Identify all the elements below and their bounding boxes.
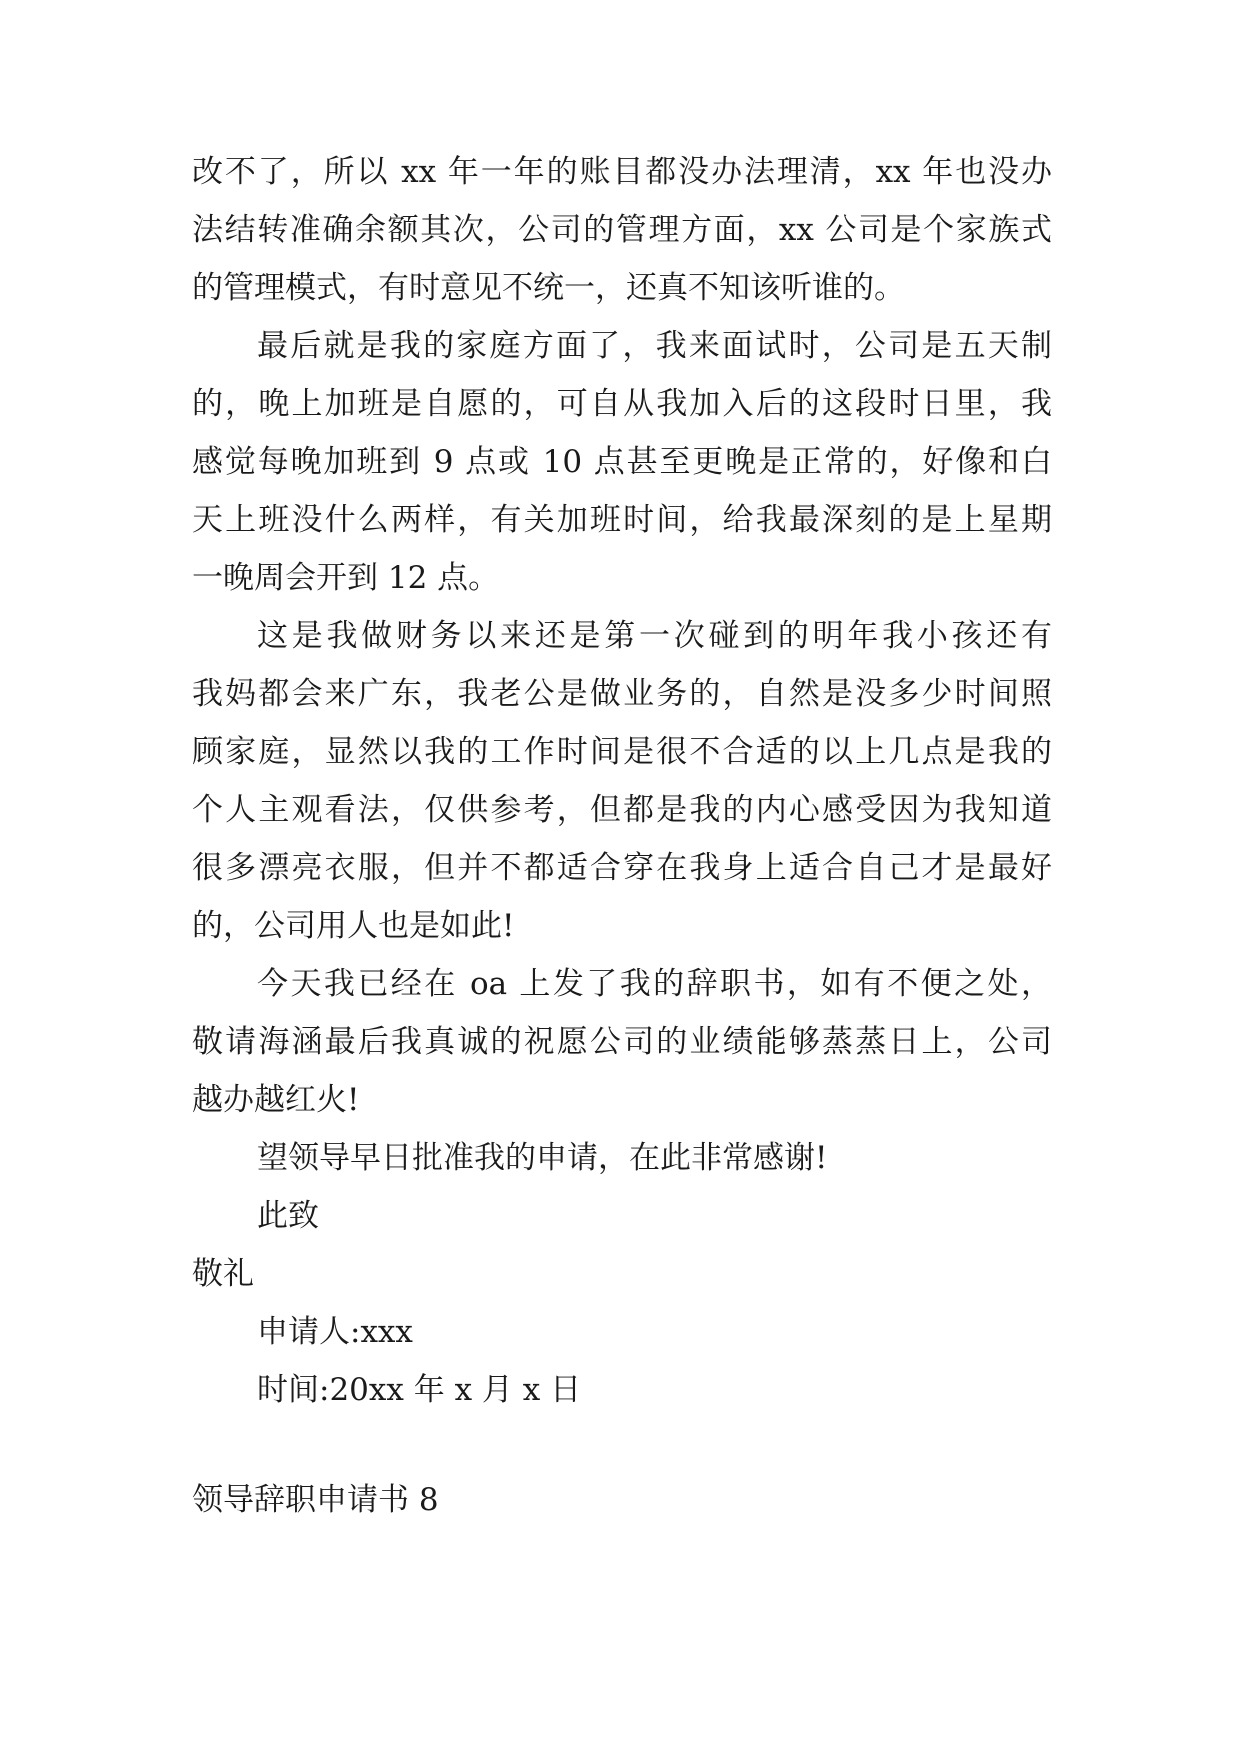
paragraph-line: 敬请海涵最后我真诚的祝愿公司的业绩能够蒸蒸日上，公司 [192,1024,1052,1060]
paragraph-line: 感觉每晚加班到 9 点或 10 点甚至更晚是正常的，好像和白 [192,444,1052,480]
paragraph-line: 这是我做财务以来还是第一次碰到的明年我小孩还有 [257,618,1052,654]
paragraph-line: 越办越红火! [192,1082,360,1118]
salutation-ci-zhi: 此致 [257,1198,319,1234]
paragraph-line: 的，公司用人也是如此! [192,908,515,944]
paragraph-line: 一晚周会开到 12 点。 [192,560,500,596]
closing-request: 望领导早日批准我的申请，在此非常感谢! [257,1140,828,1176]
paragraph-line: 最后就是我的家庭方面了，我来面试时，公司是五天制 [257,328,1052,364]
applicant-line: 申请人:xxx [257,1314,413,1350]
paragraph-line: 顾家庭，显然以我的工作时间是很不合适的以上几点是我的 [192,734,1052,770]
paragraph-line: 很多漂亮衣服，但并不都适合穿在我身上适合自己才是最好 [192,850,1052,886]
section-heading: 领导辞职申请书 8 [192,1482,439,1518]
paragraph-line: 个人主观看法，仅供参考，但都是我的内心感受因为我知道 [192,792,1052,828]
paragraph-line: 天上班没什么两样，有关加班时间，给我最深刻的是上星期 [192,502,1052,538]
paragraph-line: 今天我已经在 oa 上发了我的辞职书，如有不便之处， [257,966,1052,1002]
paragraph-line: 我妈都会来广东，我老公是做业务的，自然是没多少时间照 [192,676,1052,712]
salutation-jing-li: 敬礼 [192,1256,254,1292]
paragraph-line: 的，晚上加班是自愿的，可自从我加入后的这段时日里，我 [192,386,1052,422]
paragraph-line: 改不了，所以 xx 年一年的账目都没办法理清，xx 年也没办 [192,154,1052,190]
paragraph-line: 法结转准确余额其次，公司的管理方面，xx 公司是个家族式 [192,212,1052,248]
paragraph-line: 的管理模式，有时意见不统一，还真不知该听谁的。 [192,270,905,306]
date-line: 时间:20xx 年 x 月 x 日 [257,1372,582,1408]
